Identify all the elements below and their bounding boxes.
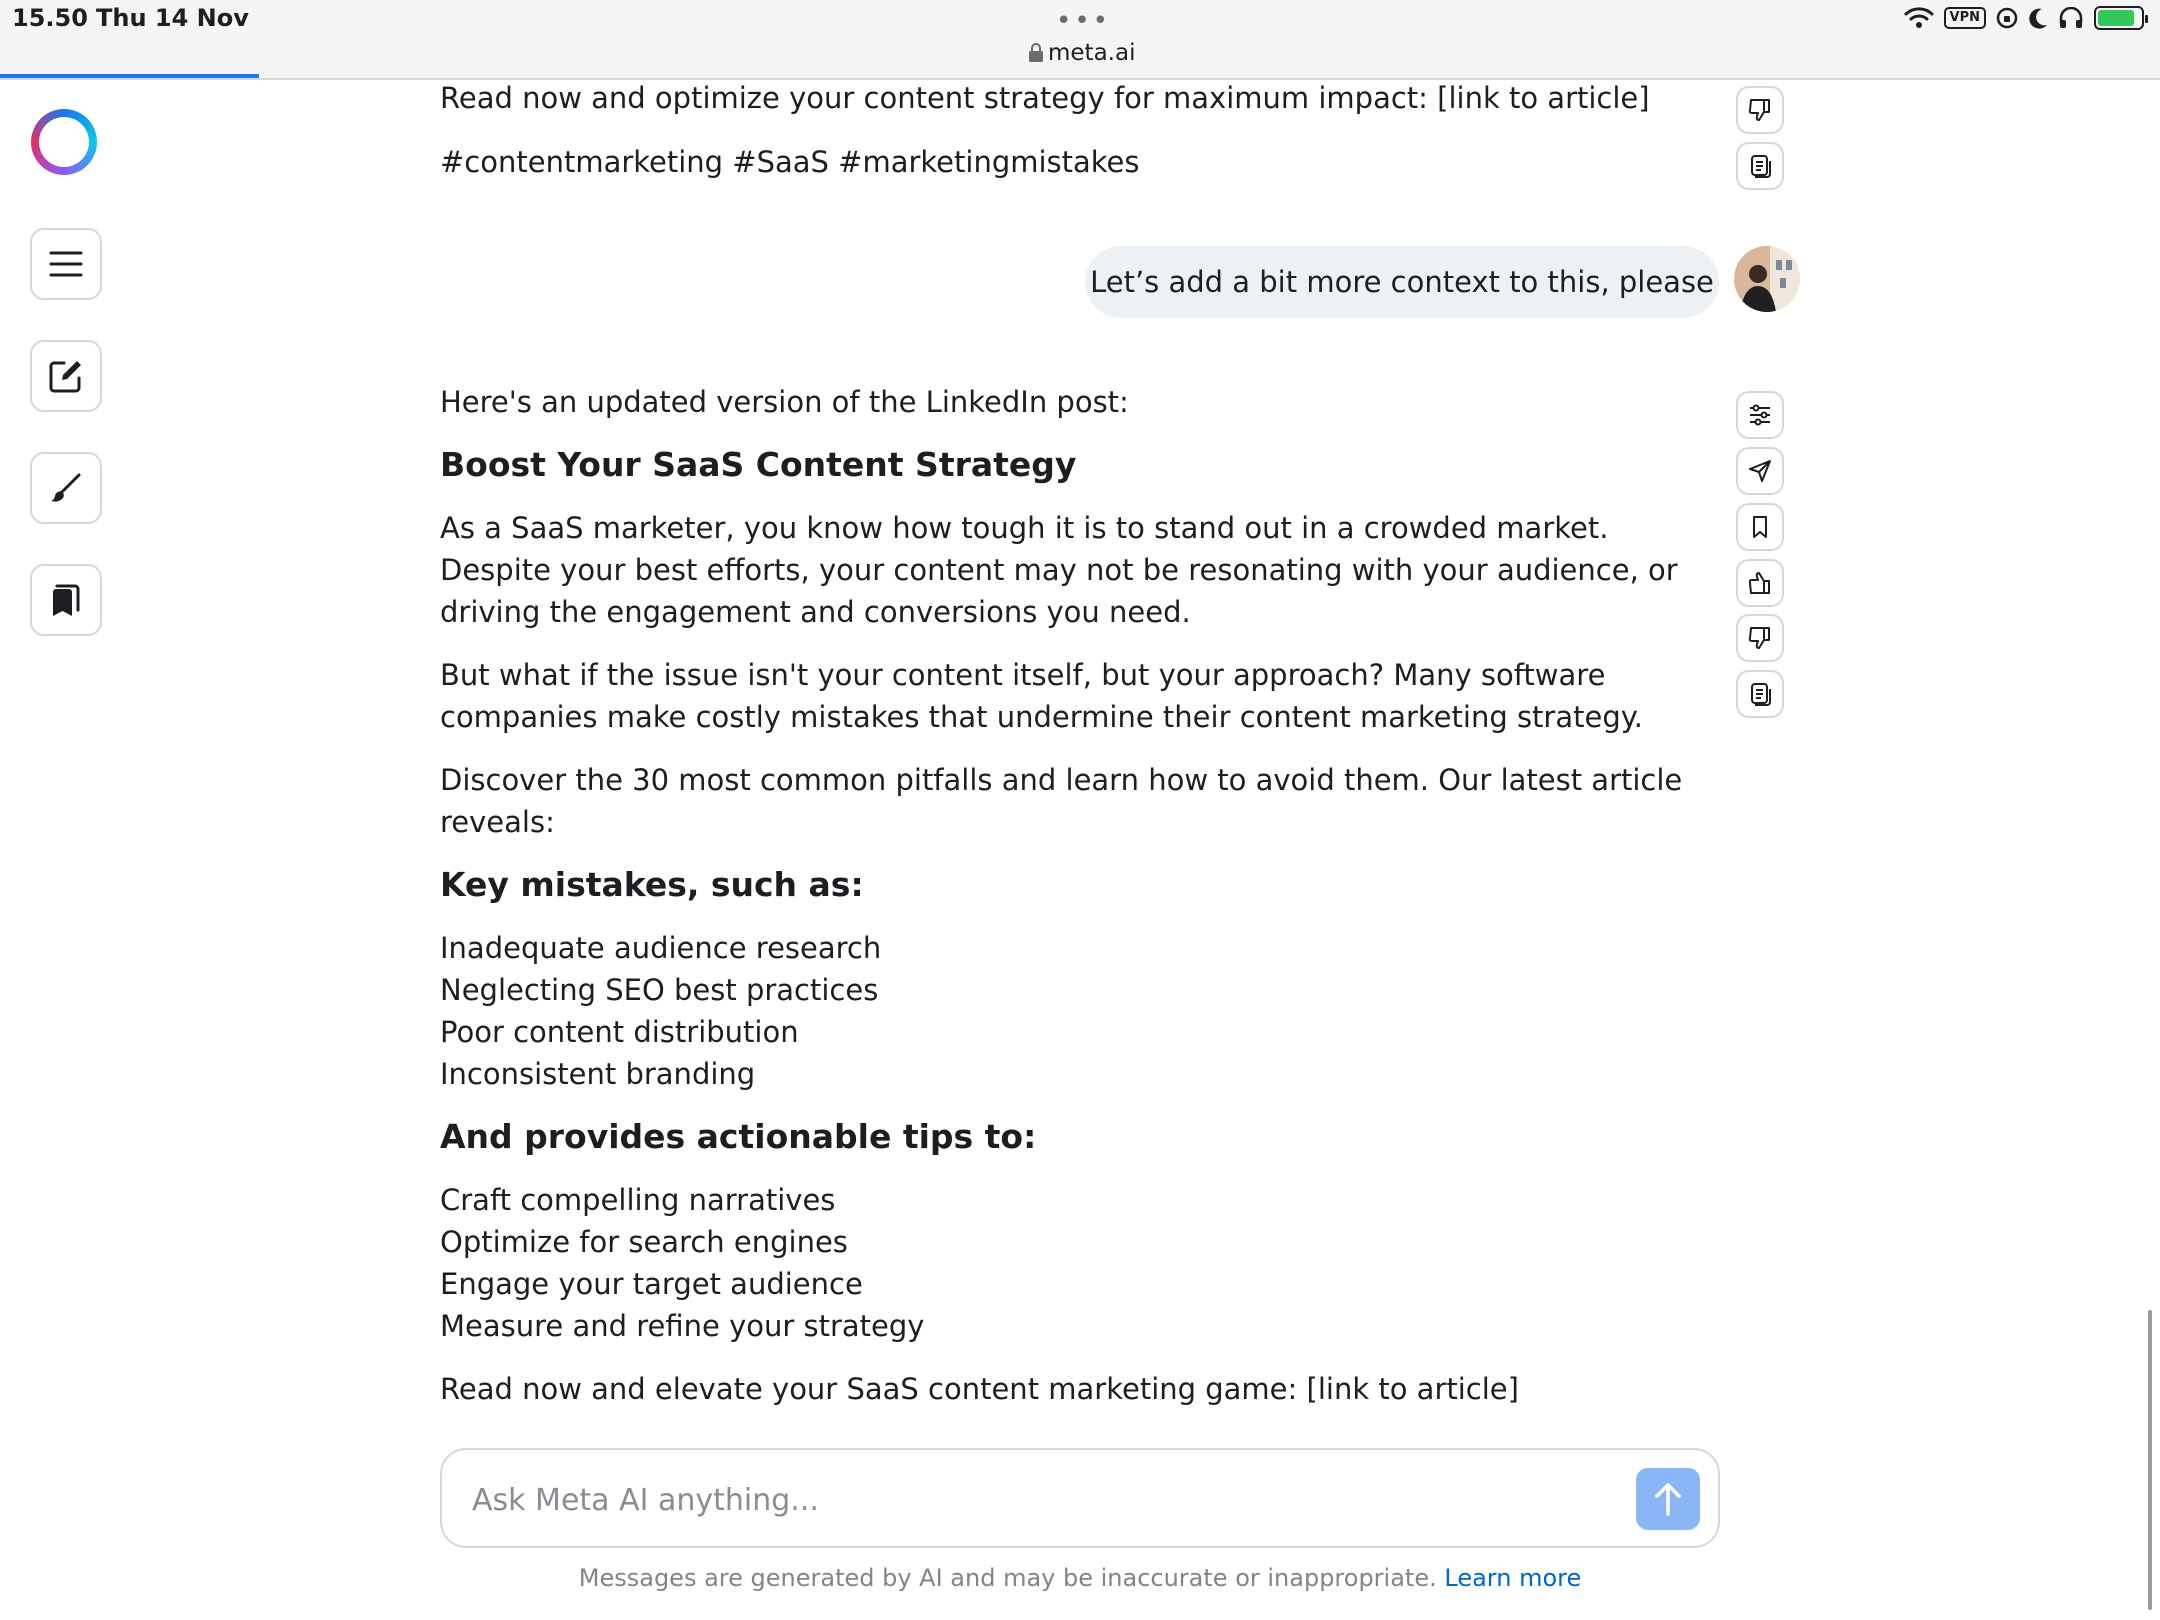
status-date: Thu 14 Nov [96, 4, 249, 32]
status-bar [0, 0, 2160, 80]
reply-paragraph-1: As a SaaS marketer, you know how tough it is to stand out in a crowded market. Despite your best efforts, your content may not be resonating with your audience, or driving the engagement and conversions you need. [440, 511, 1678, 629]
orientation-lock-icon [1996, 7, 2018, 29]
imagine-button[interactable] [30, 452, 102, 524]
reply-mistakes-heading: Key mistakes, such as: [440, 865, 864, 904]
compose-icon [48, 358, 84, 394]
previous-message-line: Read now and optimize your content strategy for maximum impact: [link to article] [440, 81, 1650, 115]
reply-paragraph-3: Discover the 30 most common pitfalls and learn how to avoid them. Our latest article reveals: [440, 763, 1683, 839]
list-item: Optimize for search engines [440, 1225, 848, 1259]
battery-icon [2094, 6, 2144, 30]
list-item: Inadequate audience research [440, 931, 882, 965]
hamburger-menu-icon [49, 250, 83, 278]
url-text: meta.ai [1048, 40, 1136, 66]
page-load-progress-fill [0, 74, 259, 78]
list-item: Craft compelling narratives [440, 1183, 836, 1217]
message-input[interactable] [470, 1474, 1624, 1526]
previous-message-hashtags: #contentmarketing #SaaS #marketingmistakes [440, 145, 1140, 179]
bookmark-icon [1747, 514, 1773, 540]
status-time: 15.50 [12, 4, 88, 32]
disclaimer-text: Messages are generated by AI and may be inaccurate or inappropriate. [578, 1564, 1437, 1592]
battery-level-fill [2098, 10, 2134, 26]
thumbs-up-icon [1747, 570, 1773, 596]
copy-button[interactable] [1736, 142, 1784, 190]
tips-list [440, 1179, 1710, 1347]
like-button[interactable] [1736, 559, 1784, 607]
library-button[interactable] [30, 564, 102, 636]
save-button[interactable] [1736, 503, 1784, 551]
list-item: Measure and refine your strategy [440, 1309, 925, 1343]
previous-ai-message [440, 77, 1710, 183]
scrollbar[interactable] [2148, 1310, 2152, 1610]
menu-button[interactable] [30, 228, 102, 300]
user-message-bubble: Let’s add a bit more context to this, please [1085, 246, 1719, 318]
ai-disclaimer [0, 1564, 2160, 1592]
copy-button[interactable] [1736, 670, 1784, 718]
reply-tips-heading: And provides actionable tips to: [440, 1117, 1037, 1156]
list-item: Poor content distribution [440, 1015, 799, 1049]
send-button[interactable] [1636, 1468, 1700, 1530]
books-icon [49, 582, 83, 618]
ai-reply [440, 381, 1710, 1410]
paintbrush-icon [49, 471, 83, 505]
adjust-response-button[interactable] [1736, 391, 1784, 439]
reply-paragraph-2: But what if the issue isn't your content itself, but your approach? Many software companies make costly mistakes that undermine their content marketing strategy. [440, 658, 1643, 734]
reply-title: Boost Your SaaS Content Strategy [440, 445, 1077, 484]
multitasking-dots-icon[interactable]: ••• [1056, 6, 1112, 36]
message-composer[interactable] [440, 1448, 1720, 1548]
thumbs-down-icon [1747, 97, 1773, 123]
headphones-icon [2058, 7, 2084, 29]
learn-more-link[interactable]: Learn more [1444, 1564, 1582, 1592]
vpn-badge: VPN [1944, 7, 1986, 29]
user-avatar[interactable] [1734, 246, 1800, 312]
mistakes-list [440, 927, 1710, 1095]
dislike-button[interactable] [1736, 86, 1784, 134]
do-not-disturb-moon-icon [2028, 7, 2048, 29]
reply-intro: Here's an updated version of the LinkedIn post: [440, 385, 1129, 419]
dislike-button[interactable] [1736, 614, 1784, 662]
arrow-up-icon [1653, 1482, 1683, 1516]
share-button[interactable] [1736, 447, 1784, 495]
copy-icon [1747, 153, 1773, 179]
send-icon [1747, 458, 1773, 484]
reply-closing: Read now and elevate your SaaS content marketing game: [link to article] [440, 1372, 1519, 1406]
copy-icon [1747, 681, 1773, 707]
list-item: Neglecting SEO best practices [440, 973, 879, 1007]
new-chat-button[interactable] [30, 340, 102, 412]
list-item: Engage your target audience [440, 1267, 863, 1301]
list-item: Inconsistent branding [440, 1057, 756, 1091]
lock-icon [1028, 43, 1044, 63]
sliders-icon [1747, 402, 1773, 428]
wifi-icon [1904, 6, 1934, 30]
thumbs-down-icon [1747, 625, 1773, 651]
meta-ai-logo[interactable] [31, 109, 97, 175]
address-bar[interactable] [1028, 40, 1135, 66]
